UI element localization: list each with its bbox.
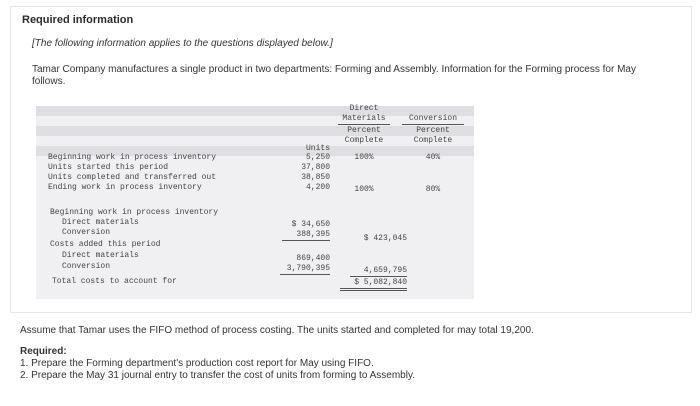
cost-value: 388,395 (296, 230, 330, 239)
requirement-2: 2. Prepare the May 31 journal entry to transfer the cost of units from forming to Assembly. (20, 370, 415, 381)
cost-value: $ 34,650 (291, 220, 330, 229)
header-dm-line2: Materials (342, 114, 386, 123)
header-conv-line2: Percent (416, 126, 450, 135)
row-label: Units started this period (48, 163, 169, 172)
header-units: Units (305, 144, 330, 153)
intro-paragraph: Tamar Company manufactures a single product in two departments: Forming and Assembly. Information for the Forming process for May follows. (32, 64, 636, 87)
row-conv-pct: 80% (425, 185, 441, 194)
cost-grand-total: $ 5,082,840 (354, 278, 407, 287)
required-label: Required: (20, 346, 67, 357)
cost-value: 3,790,395 (286, 264, 330, 273)
row-units: 37,800 (301, 163, 330, 172)
cost-subtotal: $ 423,045 (363, 234, 407, 243)
row-label: Beginning work in process inventory (48, 153, 217, 162)
cost-label: Beginning work in process inventory (50, 208, 219, 217)
row-dm-pct: 100% (354, 153, 374, 162)
row-units: 5,250 (305, 153, 330, 162)
row-label: Units completed and transferred out (48, 173, 217, 182)
subtotal-underline (350, 276, 407, 277)
header-dm-line3: Percent (347, 126, 381, 135)
cost-label: Conversion (62, 262, 111, 271)
subtotal-underline (282, 240, 330, 241)
requirement-1: 1. Prepare the Forming department's production cost report for May using FIFO. (20, 358, 374, 369)
header-dm-line4: Complete (344, 136, 384, 145)
total-double-underline (340, 288, 407, 289)
header-dm-line1: Direct (349, 104, 379, 113)
cost-label: Total costs to account for (52, 277, 177, 286)
row-dm-pct: 100% (354, 185, 374, 194)
cost-label: Direct materials (62, 251, 139, 260)
cost-value: 869,400 (296, 254, 330, 263)
cost-subtotal: 4,659,795 (363, 266, 407, 275)
cost-label: Conversion (62, 228, 111, 237)
header-underline (338, 124, 390, 125)
cost-label: Direct materials (62, 218, 139, 227)
row-units: 4,200 (305, 183, 330, 192)
total-double-underline (340, 290, 407, 291)
section-subtitle: [The following information applies to the questions displayed below.] (32, 38, 333, 49)
section-title: Required information (22, 14, 134, 26)
cost-label: Costs added this period (50, 240, 161, 249)
header-conv-line1: Conversion (408, 114, 457, 123)
header-conv-line3: Complete (413, 136, 453, 145)
row-label: Ending work in process inventory (48, 183, 202, 192)
row-conv-pct: 40% (425, 153, 441, 162)
header-underline (402, 124, 464, 125)
subtotal-underline (280, 274, 330, 275)
row-units: 38,850 (301, 173, 330, 182)
assumption-text: Assume that Tamar uses the FIFO method of process costing. The units started and completed for may total 19,200. (20, 325, 534, 336)
